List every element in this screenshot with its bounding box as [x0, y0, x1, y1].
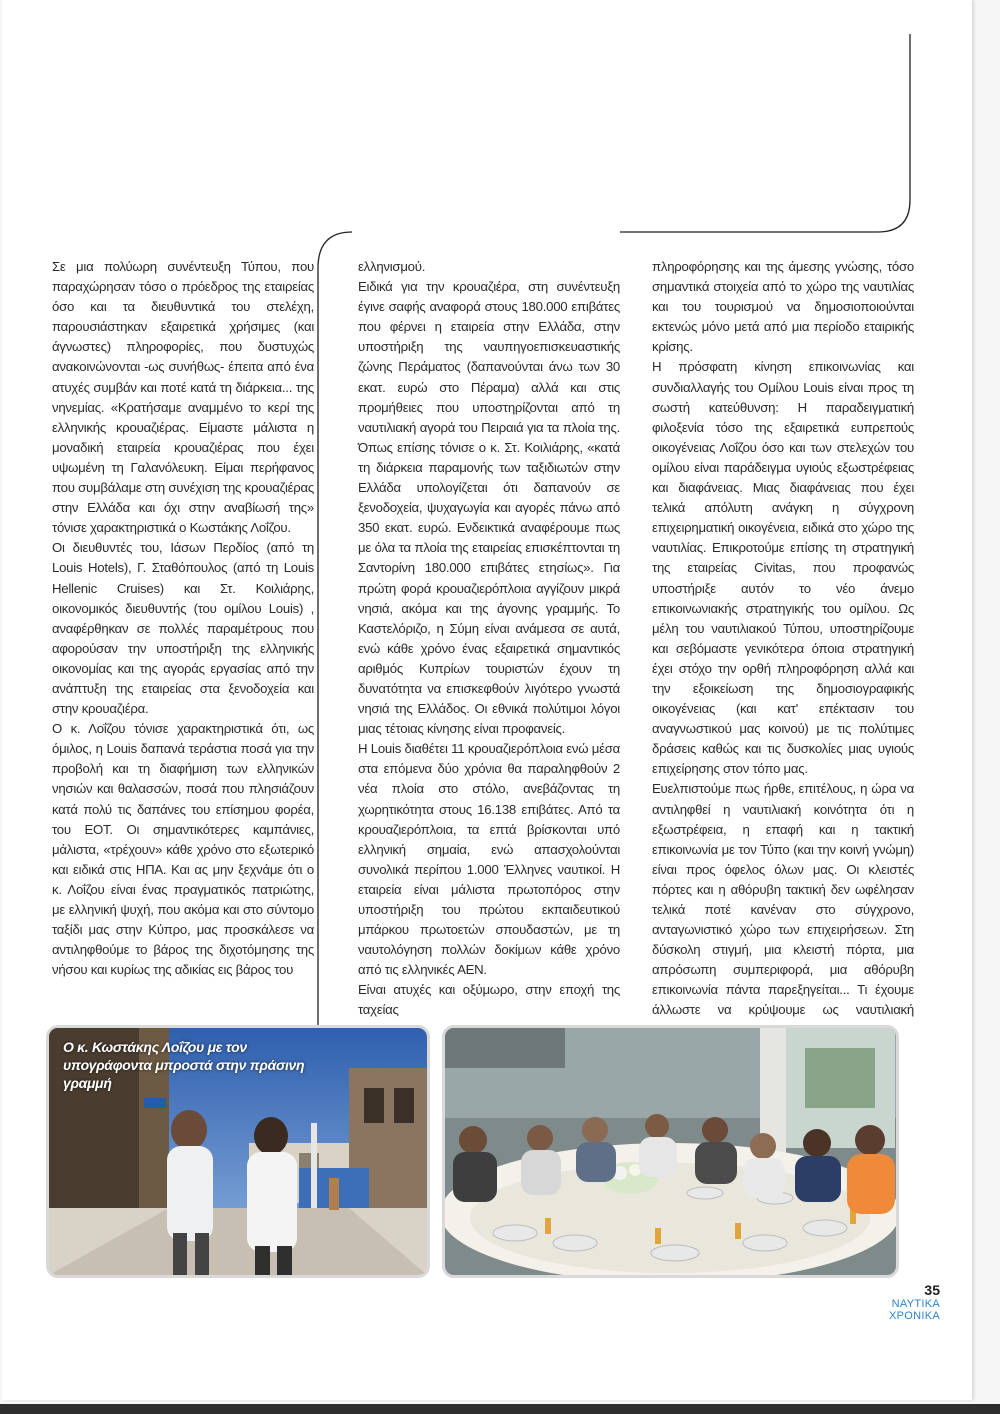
photo-press-meeting — [442, 1025, 899, 1278]
paragraph: πληροφόρησης και της άμεσης γνώσης, τόσο σημαντικά στοιχεία από το χώρο της ναυτιλίας και του τουρισμού να δημοσιοποιούνται εκτενώς μόνο μετά από μια περίοδο εταιρικής κρίσης. — [652, 259, 914, 355]
paragraph: Η πρόσφατη κίνηση επικοινωνίας και συνδιαλλαγής του Ομίλου Louis είναι προς τη σωστή κατεύθυνση: Η παραδειγματική φιλοξενία τόσο της εξαιρετικά ευπρεπούς οικογένειας Λοΐζου όσο και των στελεχών του ομίλου είναι παράδειγμα υγιούς εξωστρέφειας και διαφάνειας. Μιας διαφάνειας που έχει τελικά απόλυτη ανάγκη η σύγχρονη επιχειρηματική οικογένεια, ειδικά στο χώρο της ναυτιλίας. Επικροτούμε επίσης τη στρατηγική της εταιρείας Civitas, που προφανώς υποστήριξε αυτόν το νέο άνεμο επικοινωνιακής στρατηγικής του ομίλου. Ως μέλη του ναυτιλιακού Τύπου, υποστηρίζουμε και σεβόμαστε γενικότερα όποια στρατηγική έχει στόχο την ορθή πληροφόρηση αλλά και την εξοικείωση της δημοσιογραφικής οικογένειας (και κατ' επέκτασιν του αναγνωστικού μας κοινού) με τις πολύτιμες δράσεις καθώς και τις δυσκολίες μιας υγιούς επιχείρησης στον τόπο μας. — [652, 359, 914, 777]
article-column-1 — [52, 257, 314, 980]
paragraph: Ειδικά για την κρουαζιέρα, στη συνέντευξη έγινε σαφής αναφορά στους 180.000 επιβάτες που φέρνει η εταιρεία στην Ελλάδα, στην υποστήριξη της ναυπηγοεπισκευαστικής ζώνης Περάματος (δαπανούνται άνω των 30 εκατ. ευρώ στο Πέραμα) αλλά και στις προμήθειες που υποστηρίζονται από τη ναυτιλιακή αγορά του Πειραιά για τα πλοία της. Όπως επίσης τόνισε ο κ. Στ. Κοιλιάρης, «κατά τη διάρκεια παραμονής των ταξιδιωτών στην Ελλάδα υπολογίζεται ότι δαπανούν σε ξενοδοχεία, ψυχαγωγία και αγορές πάνω από 350 εκατ. ευρώ. Ενδεικτικά αναφέρουμε πως με όλα τα πλοία της εταιρείας επισκέπτονται τη Σαντορίνη 180.000 επιβάτες ετησίως». Για πρώτη φορά κρουαζιερόπλοια αγγίζουν μικρά νησιά, ακόμα και της άγονης γραμμής. Το Καστελόριζο, η Σύμη είναι ανάμεσα σε αυτά, ενώ κάθε χρόνο ένας εξαιρετικά σημαντικός αριθμός Κυπρίων τουριστών έχουν τη δυνατότητα να επισκεφθούν λιγότερο γνωστά νησιά της Ελλάδος. Οι εθνικά πολύτιμοι λόγοι μιας τέτοιας κίνησης είναι προφανείς. — [358, 279, 620, 737]
meeting-photo-illustration — [445, 1028, 896, 1275]
top-right-bracket-line — [620, 34, 910, 232]
magazine-name-line-1: ΝΑΥΤΙΚΑ — [891, 1298, 940, 1310]
article-column-3 — [652, 257, 914, 1041]
paragraph: Σε μια πολύωρη συνέντευξη Τύπου, που παραχώρησαν τόσο ο πρόεδρος της εταιρείας όσο και τα διευθυντικά του στελέχη, παρουσιάστηκαν εξαιρετικά χρήσιμες (και άγνωστες) πληροφορίες, που δυστυχώς ανακοινώνονται -ως συνήθως- έπειτα από ένα ατυχές συμβάν και ποτέ κατά τη διάρκεια... της νηνεμίας. «Κρατήσαμε αναμμένο το κερί της ελληνικής κρουαζιέρας. Είμαστε μάλιστα η μοναδική εταιρεία κρουαζιέρας που έχει υψωμένη τη Γαλανόλευκη. Είμαι περήφανος που συμβάλαμε στη συνέχιση της κρουαζιέρας στην Ελλάδα και όχι στην αναβίωσή της» τόνισε χαρακτηριστικά ο Κωστάκης Λοΐζου. — [52, 259, 314, 536]
column-divider-line — [318, 232, 352, 1025]
magazine-name-line-2: ΧΡΟΝΙΚΑ — [888, 1310, 940, 1322]
photo-street-scene — [46, 1025, 430, 1278]
paragraph: Οι διευθυντές του, Ιάσων Περδίος (από τη Louis Hotels), Γ. Σταθόπουλος (από τη Louis Hellenic Cruises) και Στ. Κοιλιάρης, οικονομικός διευθυντής (του ομίλου Louis) , αναφέρθηκαν σε πολλές παραμέτρους που αφορούσαν την υποστήριξη της ελληνικής οικονομίας και της αγοράς εργασίας από την ανάπτυξη της εταιρείας στα ξενοδοχεία και στην κρουαζιέρα. — [52, 540, 314, 717]
last-paragraph — [652, 779, 914, 1040]
paragraph: ελληνισμού. — [358, 259, 426, 274]
page-number: 35 — [924, 1282, 940, 1298]
photo-caption: Ο κ. Κωστάκης Λοΐζου με τον υπογράφοντα μπροστά στην πράσινη γραμμή — [63, 1039, 305, 1091]
paragraph: Είναι ατυχές και οξύμωρο, στην εποχή της ταχείας — [358, 982, 620, 1018]
page-folio — [889, 1282, 940, 1322]
article-column-2 — [358, 257, 620, 1021]
paragraph: Η Louis διαθέτει 11 κρουαζιερόπλοια ενώ μέσα στα επόμενα δύο χρόνια θα παραληφθούν 2 νέα πλοία στο στόλο, ανεβάζοντας τη χωρητικότητα στους 16.138 επιβάτες. Από τα κρουαζιερόπλοια, τα επτά βρίσκονται υπό ελληνική σημαία, ενώ απασχολούνται συνολικά περίπου 1.000 Έλληνες ναυτικοί. Η εταιρεία είναι μάλιστα πρωτοπόρος στην υποστήριξη του πρώτου εκπαιδευτικού μπάρκου πρωτοετών σπουδαστών, με τη ναυτολόγηση πολλών δοκίμων κάθε χρόνο από τις ελληνικές ΑΕΝ. — [358, 741, 620, 978]
paragraph-text: Ευελπιστούμε πως ήρθε, επιτέλους, η ώρα να αντιληφθεί η ναυτιλιακή κοινότητα ότι η εξωστρέφεια, η επαφή και η τακτική επικοινωνία με τον Τύπο (και την κοινή γνώμη) είναι προς όφελος όλων μας. Οι κλειστές πόρτες και η αθόρυβη τακτική δεν ωφέλησαν τελικά ποτέ κανέναν στο σύγχρονο, ανταγωνιστικό χώρο των επιχειρήσεων. Στη δύσκολη στιγμή, μια κλειστή πόρτα, μια απρόσωπη συμπεριφορά, μια αθόρυβη επικοινωνία πάντα παρεξηγείται... Τι έχουμε άλλωστε να κρύψουμε ως ναυτιλιακή — [652, 781, 914, 1018]
paragraph: Ο κ. Λοΐζου τόνισε χαρακτηριστικά ότι, ως όμιλος, η Louis δαπανά τεράστια ποσά για την προβολή και τη διαφήμιση των ελληνικών νησιών και θαλασσών, ποσά που πλησιάζουν κατά πολύ τις δαπάνες του επίσημου φορέα, του ΕΟΤ. Οι σημαντικότερες καμπάνιες, μάλιστα, «τρέχουν» κάθε χρόνο στο εξωτερικό και ειδικά στις ΗΠΑ. Και ας μην ξεχνάμε ότι ο κ. Λοΐζου είναι ένας πραγματικός πατριώτης, με ελληνική ψυχή, που ακόμα και στο σύντομο ταξίδι μας στην Κύπρο, μας προσκάλεσε να αντιληφθούμε το βάρος της διχοτόμησης της νήσου και κυρίως της αδικίας εις βάρος του — [52, 721, 314, 978]
